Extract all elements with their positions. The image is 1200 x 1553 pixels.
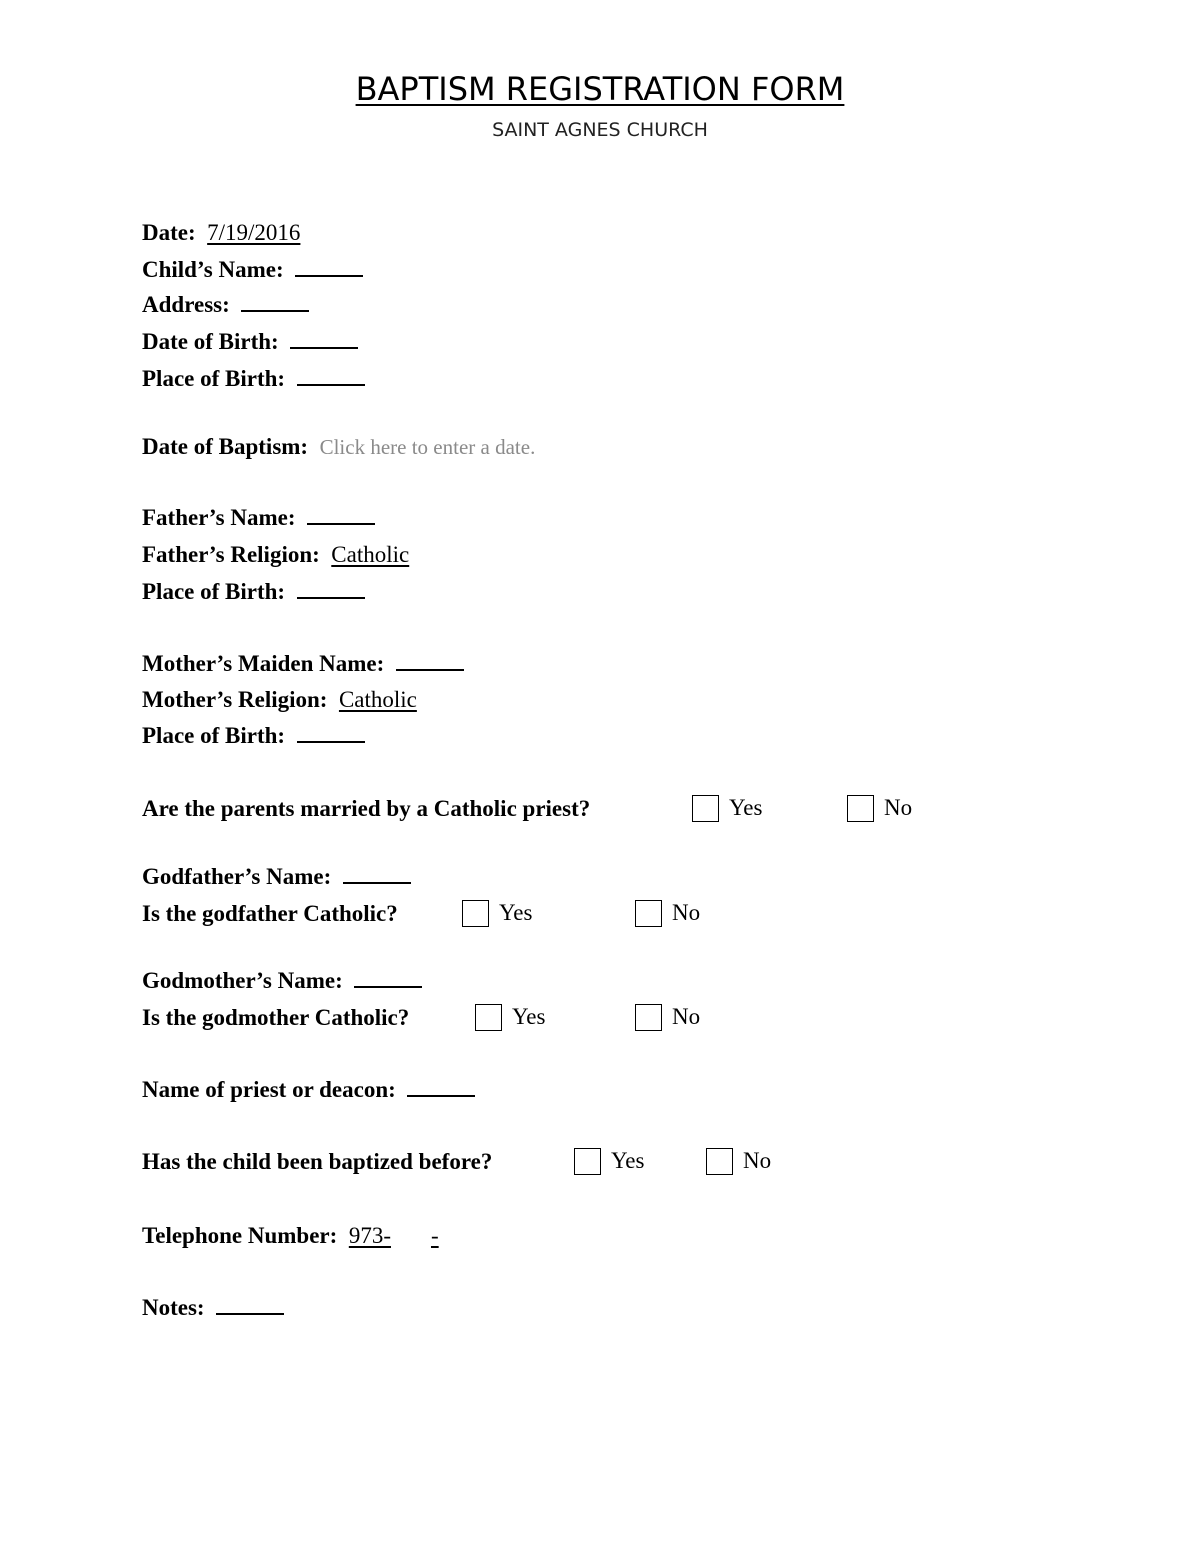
mother-name-field[interactable] (396, 649, 464, 671)
father-name-field[interactable] (307, 503, 375, 525)
godmother-name-field[interactable] (354, 966, 422, 988)
date-row (142, 218, 300, 248)
priest-field[interactable] (407, 1075, 475, 1097)
godmother-yes-label: Yes (512, 1004, 546, 1029)
married-question-label: Are the parents married by a Catholic priest? (142, 796, 591, 821)
married-yes-option[interactable] (692, 792, 762, 824)
godfather-yes-label: Yes (499, 900, 533, 925)
godfather-question-row (142, 899, 398, 929)
godfather-no-checkbox[interactable] (635, 900, 662, 927)
dob-field[interactable] (290, 327, 358, 349)
godfather-no-label: No (672, 900, 701, 925)
baptized-question-label: Has the child been baptized before? (142, 1149, 493, 1174)
priest-row (142, 1075, 475, 1105)
godfather-yes-checkbox[interactable] (462, 900, 489, 927)
form-title: BAPTISM REGISTRATION FORM (355, 70, 845, 108)
mother-pob-label: Place of Birth: (142, 723, 286, 748)
address-row (142, 290, 309, 320)
father-pob-label: Place of Birth: (142, 579, 286, 604)
married-question-row (142, 794, 590, 824)
dob-label: Date of Birth: (142, 329, 279, 354)
mother-pob-field[interactable] (297, 721, 365, 743)
phone-row (142, 1221, 489, 1251)
date-value[interactable]: 7/19/2016 (207, 220, 301, 245)
mother-name-row (142, 649, 464, 679)
phone-dash: - (430, 1223, 439, 1248)
pob-label: Place of Birth: (142, 366, 286, 391)
baptism-date-row (142, 432, 535, 462)
pob-row (142, 364, 365, 394)
phone-prefix: 973- (348, 1223, 391, 1248)
mother-religion-value[interactable]: Catholic (338, 687, 417, 712)
godmother-name-row (142, 966, 422, 996)
godfather-name-row (142, 862, 411, 892)
baptized-no-checkbox[interactable] (706, 1148, 733, 1175)
godfather-name-label: Godfather’s Name: (142, 864, 332, 889)
godmother-question-label: Is the godmother Catholic? (142, 1005, 410, 1030)
father-religion-value[interactable]: Catholic (331, 542, 410, 567)
married-no-option[interactable] (847, 792, 912, 824)
baptized-yes-checkbox[interactable] (574, 1148, 601, 1175)
address-label: Address: (142, 292, 230, 317)
godfather-question-label: Is the godfather Catholic? (142, 901, 398, 926)
godfather-yes-option[interactable] (462, 897, 532, 929)
baptized-yes-option[interactable] (574, 1145, 644, 1177)
baptism-date-label: Date of Baptism: (142, 434, 309, 459)
mother-pob-row (142, 721, 365, 751)
dob-row (142, 327, 358, 357)
phone-field[interactable] (349, 1221, 489, 1251)
mother-religion-label: Mother’s Religion: (142, 687, 328, 712)
godfather-name-field[interactable] (343, 862, 411, 884)
notes-row (142, 1293, 284, 1323)
baptized-question-row (142, 1147, 492, 1177)
baptized-no-label: No (743, 1148, 772, 1173)
address-field[interactable] (241, 290, 309, 312)
father-religion-row (142, 540, 409, 570)
godmother-no-label: No (672, 1004, 701, 1029)
father-pob-row (142, 577, 365, 607)
married-yes-checkbox[interactable] (692, 795, 719, 822)
notes-label: Notes: (142, 1295, 205, 1320)
godmother-question-row (142, 1003, 409, 1033)
child-name-field[interactable] (295, 255, 363, 277)
baptized-no-option[interactable] (706, 1145, 771, 1177)
baptism-date-picker[interactable]: Click here to enter a date. (319, 435, 536, 459)
married-yes-label: Yes (729, 795, 763, 820)
priest-label: Name of priest or deacon: (142, 1077, 396, 1102)
godmother-no-checkbox[interactable] (635, 1004, 662, 1031)
godmother-yes-option[interactable] (475, 1001, 545, 1033)
father-name-label: Father’s Name: (142, 505, 296, 530)
father-name-row (142, 503, 375, 533)
father-religion-label: Father’s Religion: (142, 542, 320, 567)
married-no-checkbox[interactable] (847, 795, 874, 822)
godfather-no-option[interactable] (635, 897, 700, 929)
child-name-row (142, 255, 363, 285)
child-name-label: Child’s Name: (142, 257, 284, 282)
mother-name-label: Mother’s Maiden Name: (142, 651, 385, 676)
godmother-yes-checkbox[interactable] (475, 1004, 502, 1031)
church-name: SAINT AGNES CHURCH (492, 119, 708, 141)
married-no-label: No (884, 795, 913, 820)
baptized-yes-label: Yes (611, 1148, 645, 1173)
pob-field[interactable] (297, 364, 365, 386)
godmother-no-option[interactable] (635, 1001, 700, 1033)
mother-religion-row (142, 685, 417, 715)
date-label: Date: (142, 220, 196, 245)
godmother-name-label: Godmother’s Name: (142, 968, 343, 993)
notes-field[interactable] (216, 1293, 284, 1315)
father-pob-field[interactable] (297, 577, 365, 599)
phone-label: Telephone Number: (142, 1223, 338, 1248)
